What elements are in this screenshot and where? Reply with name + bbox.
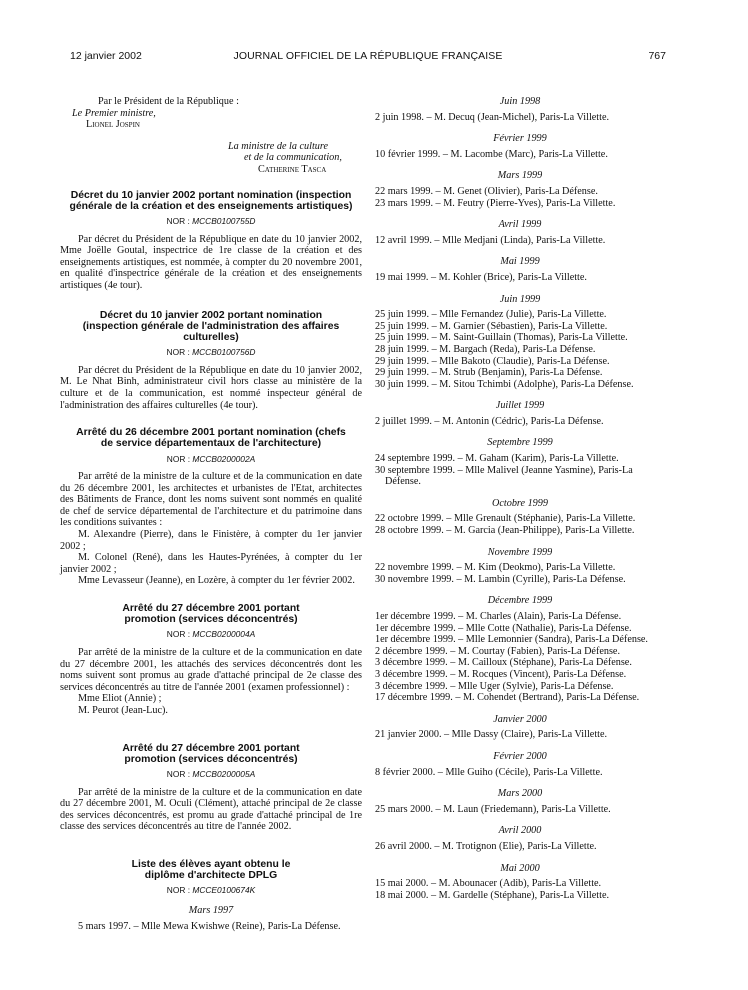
arrete-2-title: Arrêté du 27 décembre 2001 portant promotion (services déconcentrés) (122, 603, 300, 626)
month-heading: Janvier 2000 (493, 713, 547, 725)
arrete-1-title: Arrêté du 26 décembre 2001 portant nomination (chefs de service départementaux de l'architecture) (76, 427, 346, 450)
arrete-3-body: Par arrêté de la ministre de la culture et de la communication en date du 27 décembre 2001, M. Oculi (Clément), attaché principal de 2e classe des services déconcentrés, est promu au grade d'attaché principal de 1re classe des services déconcentrés au titre de l'année 2002. (60, 786, 362, 833)
arrete-2-item: Mme Eliot (Annie) ; (78, 693, 162, 705)
nor-label: NOR : (166, 347, 190, 358)
graduate-entry: 25 juin 1999. – M. Saint-Guillain (Thomas), Paris-La Villette. (375, 332, 628, 344)
arrete-2-body: Par arrêté de la ministre de la culture et de la communication en date du 27 décembre 2001, les attachés des services déconcentrés dont les noms suivent sont promus au grade d'attaché principal de 2e classe des services déconcentrés au titre de l'année 2001 (examen professionnel) : (60, 647, 362, 693)
month-heading: Novembre 1999 (487, 546, 553, 558)
issue-date: 12 janvier 2002 (70, 50, 142, 62)
graduate-entry: 15 mai 2000. – M. Abounacer (Adib), Paris-La Villette. (375, 878, 602, 890)
month-group (375, 133, 665, 160)
nor-label: NOR : (166, 629, 191, 640)
graduate-entry: 28 juin 1999. – M. Bargach (Reda), Paris-La Défense. (375, 343, 596, 355)
graduate-entry: 25 juin 1999. – Mlle Fernandez (Julie), Paris-La Villette. (375, 309, 607, 321)
graduate-entry: 30 septembre 1999. – Mlle Malivel (Jeanne Yasmine), Paris-La Défense. (375, 464, 633, 488)
arrete-1-nor (60, 454, 362, 466)
month-heading: Mai 1999 (500, 256, 540, 268)
arrete-1 (60, 427, 362, 587)
graduate-entry: 22 novembre 1999. – M. Kim (Deokmo), Paris-La Villette. (375, 562, 616, 574)
graduate-entry: 8 février 2000. – Mlle Guiho (Cécile), Paris-La Villette. (375, 766, 603, 778)
graduate-entry: 30 juin 1999. – M. Sitou Tchimbi (Adolphe), Paris-La Défense. (375, 378, 634, 390)
liste-entry: 5 mars 1997. – Mlle Mewa Kwishwe (Reine), Paris-La Défense. (78, 920, 341, 932)
graduate-entry: 24 septembre 1999. – M. Gaham (Karim), Paris-La Villette. (375, 453, 619, 465)
arrete-2-item: M. Peurot (Jean-Luc). (78, 705, 168, 717)
graduate-entry: 29 juin 1999. – Mlle Bakoto (Claudie), Paris-La Défense. (375, 355, 610, 367)
liste-nor (60, 885, 362, 897)
nor-code: MCCE0100674K (192, 885, 256, 896)
decree-1-title: Décret du 10 janvier 2002 portant nomination (inspection générale de la création et des enseignements artistiques) (69, 189, 353, 212)
liste-dplg (60, 859, 362, 932)
month-group (375, 219, 665, 246)
nor-label: NOR : (166, 215, 190, 226)
signature-minister-title-2: et de la communication, (244, 152, 342, 164)
month-group (375, 714, 665, 741)
signature-minister-title-1: La ministre de la culture (228, 140, 328, 152)
month-group (375, 170, 665, 209)
graduate-entry: 23 mars 1999. – M. Feutry (Pierre-Yves), Paris-La Villette. (375, 197, 616, 209)
nor-label: NOR : (166, 885, 191, 896)
graduate-entry: 25 mars 2000. – M. Laun (Friedemann), Paris-La Villette. (375, 803, 611, 815)
graduate-entry: 22 octobre 1999. – Mlle Grenault (Stéphanie), Paris-La Villette. (375, 513, 636, 525)
arrete-2 (60, 603, 362, 717)
graduate-entry: 1er décembre 1999. – M. Charles (Alain), Paris-La Défense. (375, 611, 622, 622)
graduate-entry: 3 décembre 1999. – Mlle Uger (Sylvie), Paris-La Défense. (375, 680, 614, 692)
journal-title: JOURNAL OFFICIEL DE LA RÉPUBLIQUE FRANÇAISE (233, 50, 503, 62)
graduate-entry: 2 décembre 1999. – M. Courtay (Fabien), Paris-La Défense. (375, 645, 620, 657)
decree-2-body: Par décret du Président de la République en date du 10 janvier 2002, M. Le Nhat Binh, administrateur civil hors classe au ministère de la culture et de la communication, est nommé inspecteur général de l'administration des affaires culturelles (4e tour). (60, 364, 362, 411)
month-group (375, 96, 665, 123)
month-group (375, 498, 665, 537)
nor-code: MCCB0100756D (192, 347, 256, 358)
month-heading: Décembre 1999 (487, 595, 553, 607)
month-group (375, 437, 665, 487)
month-heading: Février 1999 (493, 133, 547, 145)
liste-title: Liste des élèves ayant obtenu le diplôme d'architecte DPLG (131, 858, 291, 882)
month-group (375, 595, 665, 703)
month-heading: Avril 1999 (498, 219, 542, 231)
month-group (375, 547, 665, 586)
graduate-entry: 29 juin 1999. – M. Strub (Benjamin), Paris-La Défense. (375, 367, 603, 379)
nor-label: NOR : (166, 453, 191, 464)
month-heading: Juin 1998 (499, 96, 541, 107)
decree-1-body: Par décret du Président de la République en date du 10 janvier 2002, Mme Joëlle Goutal, inspectrice de 1re classe de la création et des enseignements artistiques, est nommée, à compter du 20 novembre 2001, en qualité d'inspectrice générale de la création et des enseignements artistiques (4e tour). (60, 233, 362, 291)
graduate-entry: 18 mai 2000. – M. Gardelle (Stéphane), Paris-La Villette. (375, 889, 610, 901)
graduate-entry: 1er décembre 1999. – Mlle Cotte (Nathalie), Paris-La Défense. (375, 622, 632, 634)
arrete-3-title: Arrêté du 27 décembre 2001 portant promotion (services déconcentrés) (122, 742, 300, 765)
nor-code: MCCB0200005A (192, 769, 256, 780)
month-heading: Février 2000 (493, 750, 547, 762)
decree-2-title: Décret du 10 janvier 2002 portant nomination (inspection générale de l'administration des affaires culturelles) (82, 309, 340, 343)
month-heading: Septembre 1999 (487, 437, 553, 449)
arrete-1-item: M. Colonel (René), dans les Hautes-Pyrénées, à compter du 1er janvier 2002 ; (60, 552, 362, 575)
month-group (375, 825, 665, 852)
graduate-entry: 26 avril 2000. – M. Trotignon (Elie), Paris-La Villette. (375, 840, 597, 852)
graduate-entry: 30 novembre 1999. – M. Lambin (Cyrille), Paris-La Défense. (375, 573, 626, 585)
nor-label: NOR : (166, 769, 191, 780)
graduate-entry: 10 février 1999. – M. Lacombe (Marc), Paris-La Villette. (375, 148, 608, 160)
liste-month: Mars 1997 (188, 904, 234, 916)
signature-minister-name: Catherine Tasca (258, 163, 327, 175)
arrete-3-nor (60, 769, 362, 781)
signature-pm-name: Lionel Jospin (86, 119, 140, 131)
graduate-entry: 2 juillet 1999. – M. Antonin (Cédric), Paris-La Défense. (375, 415, 604, 427)
nor-code: MCCB0200004A (192, 629, 256, 640)
arrete-2-nor (60, 629, 362, 641)
arrete-1-item: Mme Levasseur (Jeanne), en Lozère, à compter du 1er février 2002. (78, 575, 355, 587)
month-heading: Mai 2000 (500, 862, 540, 874)
graduate-entry: 12 avril 1999. – Mlle Medjani (Linda), Paris-La Villette. (375, 234, 606, 246)
page-header (70, 50, 666, 64)
nor-code: MCCB0200002A (192, 453, 256, 464)
arrete-1-item: M. Alexandre (Pierre), dans le Finistère, à compter du 1er janvier 2002 ; (60, 529, 362, 552)
month-heading: Octobre 1999 (492, 497, 548, 509)
month-group (375, 751, 665, 778)
decree-2 (60, 310, 362, 412)
month-heading: Juin 1999 (499, 293, 541, 305)
graduate-entry: 17 décembre 1999. – M. Cohendet (Bertrand), Paris-La Défense. (375, 692, 640, 704)
signature-par: Par le Président de la République : (98, 96, 239, 107)
month-group (375, 256, 665, 283)
month-group (375, 788, 665, 815)
graduate-entry: 3 décembre 1999. – M. Rocques (Vincent), Paris-La Défense. (375, 668, 627, 680)
month-heading: Mars 1999 (497, 170, 543, 182)
decree-1-nor (60, 216, 362, 228)
month-group (375, 400, 665, 427)
right-column (375, 96, 665, 911)
nor-code: MCCB0100755D (192, 215, 256, 226)
graduate-entry: 2 juin 1998. – M. Decuq (Jean-Michel), Paris-La Villette. (375, 111, 610, 123)
graduate-entry: 25 juin 1999. – M. Garnier (Sébastien), Paris-La Villette. (375, 320, 608, 332)
signature-pm-title: Le Premier ministre, (72, 107, 156, 119)
decree-2-nor (60, 347, 362, 359)
month-heading: Avril 2000 (498, 825, 542, 837)
graduate-entry: 1er décembre 1999. – Mlle Lemonnier (Sandra), Paris-La Défense. (375, 634, 648, 646)
arrete-3 (60, 743, 362, 833)
graduate-entry: 28 octobre 1999. – M. Garcia (Jean-Philippe), Paris-La Villette. (375, 525, 635, 537)
left-column (60, 96, 362, 932)
month-heading: Juillet 1999 (495, 400, 545, 412)
month-heading: Mars 2000 (497, 788, 543, 800)
graduate-entry: 3 décembre 1999. – M. Cailloux (Stéphane), Paris-La Défense. (375, 657, 632, 669)
page-number: 767 (648, 50, 666, 62)
decree-1 (60, 190, 362, 292)
month-group (375, 294, 665, 391)
arrete-1-body: Par arrêté de la ministre de la culture et de la communication en date du 26 décembre 2001, les architectes et urbanistes de l'Etat, architectes des Bâtiments de France, dont les noms suivent sont nommés en qualité de chef de service départemental de l'architecture et du patrimoine dans les conditions suivantes : (60, 471, 362, 529)
graduate-entry: 21 janvier 2000. – Mlle Dassy (Claire), Paris-La Villette. (375, 729, 608, 741)
graduate-entry: 22 mars 1999. – M. Genet (Olivier), Paris-La Défense. (375, 185, 598, 197)
graduate-entry: 19 mai 1999. – M. Kohler (Brice), Paris-La Villette. (375, 271, 587, 283)
month-group (375, 863, 665, 902)
signature-block (60, 96, 362, 176)
